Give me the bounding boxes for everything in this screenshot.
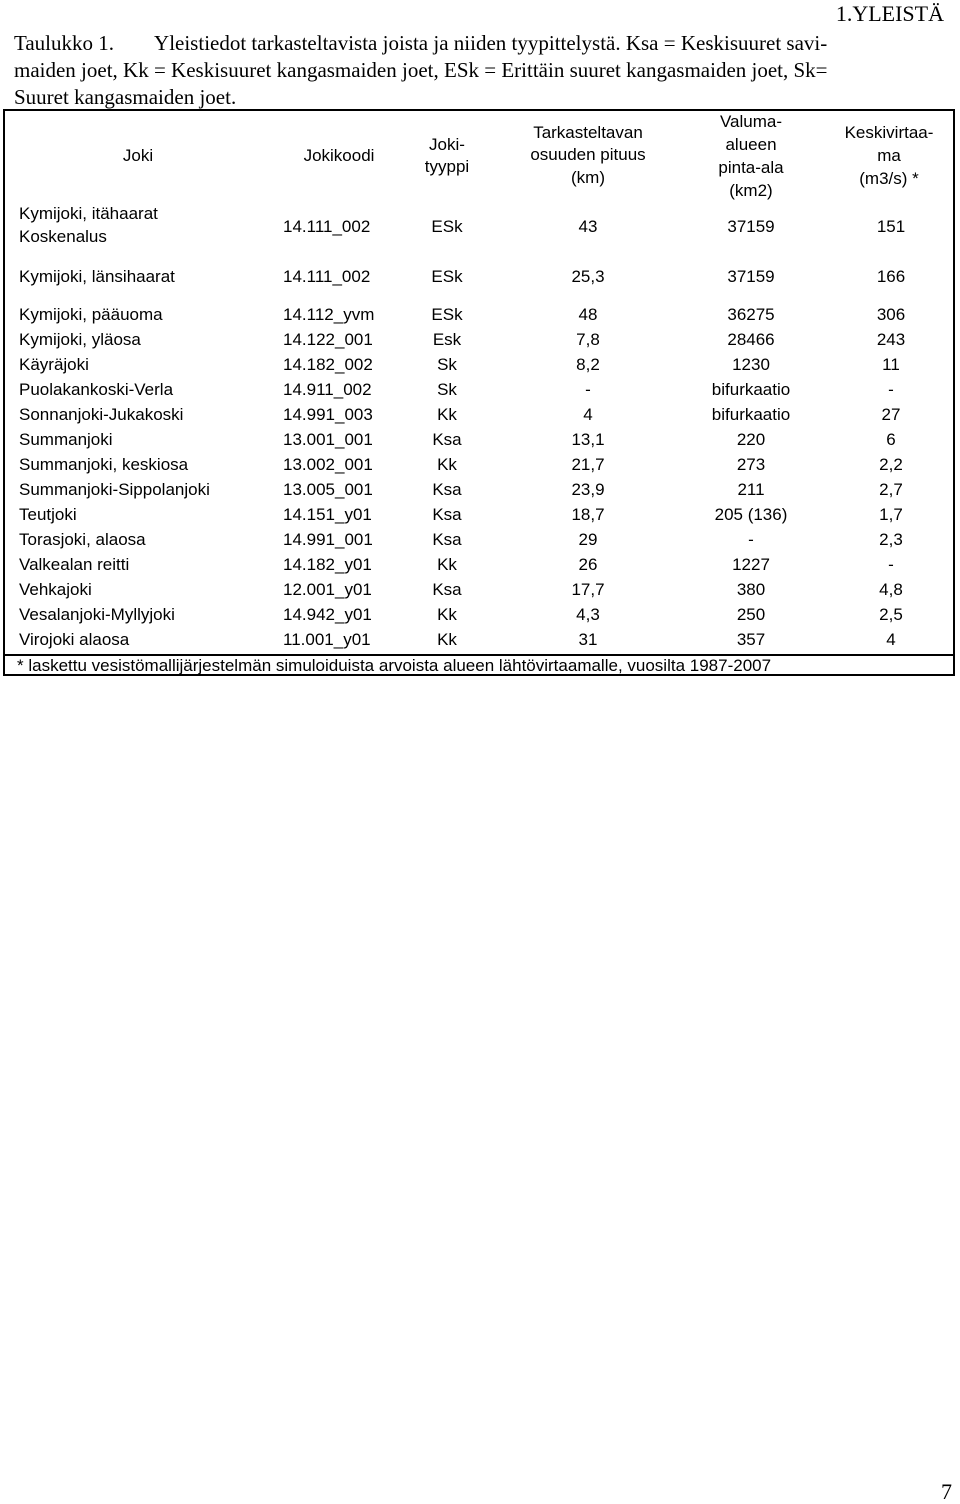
table-row-cell-virtaama: 11	[882, 355, 900, 374]
table-row-cell-virtaama: 306	[876, 305, 906, 324]
table-row-cell-joki: Puolakankoski-Verla	[19, 380, 174, 399]
header-pintaala-2: alueen	[725, 135, 777, 154]
table-row-cell-pintaala: 273	[736, 455, 766, 474]
table-row-cell-koodi: 14.182_y01	[283, 555, 372, 574]
header-pituus-2: osuuden pituus	[530, 145, 646, 164]
table-row-cell-joki: Kymijoki, itähaarat	[19, 204, 158, 223]
table-row-cell-pintaala: 1230	[732, 355, 770, 374]
header-jokityyppi-1: Joki-	[429, 135, 465, 154]
data-table	[3, 109, 955, 676]
table-row-cell-pituus: 17,7	[571, 580, 605, 599]
table-row-cell-virtaama: 27	[881, 405, 901, 424]
table-row-cell-koodi: 14.991_003	[283, 405, 373, 424]
table-row-cell-joki: Virojoki alaosa	[19, 630, 130, 649]
table-row-cell-pintaala: 380	[736, 580, 766, 599]
table-row-cell-pintaala: 211	[737, 480, 765, 499]
table-row-cell-koodi: 11.001_y01	[283, 630, 371, 649]
table-row-cell-pituus: 23,9	[571, 480, 605, 499]
table-row-cell-joki: Kymijoki, länsihaarat	[19, 267, 175, 286]
header-virtaama-1: Keskivirtaa-	[844, 123, 934, 142]
table-row-cell-tyyppi: Kk	[437, 555, 457, 574]
table-row-cell-pituus: 25,3	[571, 267, 605, 286]
header-jokityyppi-2: tyyppi	[424, 157, 470, 176]
table-row-cell-virtaama: 166	[876, 267, 906, 286]
table-row-cell-pituus: 7,8	[576, 330, 600, 349]
caption-line-1	[14, 30, 954, 57]
table-row-cell-pituus: 48	[578, 305, 598, 324]
table-row-cell-pituus: -	[585, 380, 591, 399]
table-row-cell-virtaama: 243	[876, 330, 906, 349]
table-row-cell-joki-line2: Koskenalus	[19, 227, 107, 246]
caption-line-2: maiden joet, Kk = Keskisuuret kangasmaiden joet, ESk = Erittäin suuret kangasmaiden joet, Sk=	[14, 58, 828, 82]
table-row-cell-pituus: 26	[578, 555, 598, 574]
table-row-cell-virtaama: 2,3	[879, 530, 903, 549]
caption-line-3: Suuret kangasmaiden joet.	[14, 85, 237, 109]
table-row-cell-tyyppi: ESk	[431, 305, 463, 324]
table-row-cell-koodi: 12.001_y01	[283, 580, 372, 599]
table-row-cell-tyyppi: Sk	[437, 380, 457, 399]
table-row-cell-pituus: 4	[583, 405, 593, 424]
table-row-cell-tyyppi: Ksa	[432, 480, 462, 499]
header-pintaala-3: pinta-ala	[718, 158, 784, 177]
header-virtaama-3: (m3/s) *	[859, 169, 919, 188]
table-row-cell-virtaama: 151	[876, 217, 906, 236]
table-row-cell-pituus: 29	[578, 530, 598, 549]
table-row-cell-virtaama: -	[888, 555, 894, 574]
page-number: 7	[941, 1479, 952, 1504]
table-row-cell-tyyppi: Kk	[437, 405, 457, 424]
table-row-cell-pintaala: 1227	[732, 555, 770, 574]
table-row-cell-koodi: 14.111_002	[283, 267, 371, 286]
header-pintaala-4: (km2)	[729, 181, 773, 200]
table-row-cell-koodi: 14.112_yvm	[283, 305, 375, 324]
table-row-cell-joki: Käyräjoki	[19, 355, 89, 374]
table-row-cell-pintaala: bifurkaatio	[711, 405, 791, 424]
table-row-cell-koodi: 14.111_002	[283, 217, 371, 236]
table-row-cell-pintaala: 36275	[727, 305, 775, 324]
table-row-cell-joki: Summanjoki, keskiosa	[19, 455, 189, 474]
table-row-cell-joki: Vesalanjoki-Myllyjoki	[19, 605, 175, 624]
header-jokikoodi: Jokikoodi	[303, 146, 375, 165]
caption-text: Yleistiedot tarkasteltavista joista ja niiden tyypittelystä. Ksa = Keskisuuret savi-	[154, 31, 828, 55]
table-row-cell-koodi: 13.005_001	[283, 480, 373, 499]
table-row-cell-pintaala: 250	[736, 605, 766, 624]
table-row-cell-pintaala: 37159	[727, 217, 775, 236]
table-row-cell-virtaama: 2,2	[879, 455, 903, 474]
table-row-cell-pintaala: 220	[736, 430, 766, 449]
table-row-cell-pituus: 13,1	[571, 430, 605, 449]
table-row-cell-joki: Valkealan reitti	[19, 555, 130, 574]
table-row-cell-pituus: 8,2	[576, 355, 600, 374]
table-row-cell-joki: Kymijoki, yläosa	[19, 330, 141, 349]
table-row-cell-virtaama: 2,7	[879, 480, 903, 499]
table-row-cell-tyyppi: Esk	[432, 330, 462, 349]
table-row-cell-tyyppi: Kk	[437, 455, 457, 474]
table-row-cell-virtaama: -	[888, 380, 894, 399]
table-row-cell-joki: Sonnanjoki-Jukakoski	[19, 405, 184, 424]
table-row-cell-pituus: 43	[578, 217, 598, 236]
table-row-cell-koodi: 14.151_y01	[283, 505, 372, 524]
table-row-cell-virtaama: 6	[886, 430, 896, 449]
table-footnote: * laskettu vesistömallijärjestelmän simuloiduista arvoista alueen lähtövirtaamalle, vuosilta 1987-2007	[17, 656, 772, 675]
table-row-cell-joki: Teutjoki	[19, 505, 77, 524]
table-row-cell-tyyppi: Sk	[437, 355, 457, 374]
table-row-cell-tyyppi: ESk	[431, 267, 463, 286]
table-row-cell-koodi: 14.182_002	[283, 355, 373, 374]
table-row-cell-pituus: 18,7	[571, 505, 605, 524]
table-row-cell-pituus: 31	[578, 630, 598, 649]
header-pituus-3: (km)	[571, 168, 605, 187]
header-pituus-1: Tarkasteltavan	[533, 123, 643, 142]
table-row-cell-joki: Summanjoki-Sippolanjoki	[19, 480, 210, 499]
header-pintaala-1: Valuma-	[719, 112, 783, 131]
table-row-cell-pintaala: bifurkaatio	[711, 380, 791, 399]
table-row-cell-koodi: 13.001_001	[283, 430, 373, 449]
table-row-cell-joki: Summanjoki	[19, 430, 113, 449]
table-row-cell-koodi: 14.942_y01	[283, 605, 372, 624]
table-row-cell-tyyppi: Ksa	[432, 505, 462, 524]
table-row-cell-tyyppi: Kk	[437, 605, 457, 624]
table-row-cell-tyyppi: Ksa	[432, 530, 462, 549]
table-row-cell-virtaama: 2,5	[879, 605, 903, 624]
table-row-cell-joki: Torasjoki, alaosa	[19, 530, 146, 549]
table-row-cell-tyyppi: Kk	[437, 630, 457, 649]
table-row-cell-pintaala: 205 (136)	[714, 505, 788, 524]
table-row-cell-koodi: 14.122_001	[283, 330, 373, 349]
caption-label: Taulukko 1.	[14, 31, 115, 55]
table-caption	[14, 30, 954, 111]
table-row-cell-virtaama: 4,8	[879, 580, 903, 599]
table-row-cell-tyyppi: Ksa	[432, 430, 462, 449]
table-row-cell-virtaama: 4	[886, 630, 896, 649]
header-joki: Joki	[122, 146, 154, 165]
section-header: 1.YLEISTÄ	[835, 1, 944, 26]
table-row-cell-joki: Kymijoki, pääuoma	[19, 305, 163, 324]
table-row-cell-pintaala: 28466	[727, 330, 775, 349]
header-virtaama-2: ma	[877, 146, 901, 165]
table-row-cell-koodi: 14.911_002	[283, 380, 372, 399]
table-row-cell-koodi: 13.002_001	[283, 455, 373, 474]
table-row-cell-koodi: 14.991_001	[283, 530, 373, 549]
table-row-cell-pintaala: 357	[736, 630, 766, 649]
table-row-cell-virtaama: 1,7	[879, 505, 903, 524]
table-row-cell-tyyppi: ESk	[431, 217, 463, 236]
table-row-cell-tyyppi: Ksa	[432, 580, 462, 599]
table-row-cell-pintaala: 37159	[727, 267, 775, 286]
table-row-cell-pituus: 21,7	[571, 455, 605, 474]
table-row-cell-pintaala: -	[748, 530, 754, 549]
table-row-cell-joki: Vehkajoki	[19, 580, 92, 599]
table-row-cell-pituus: 4,3	[576, 605, 600, 624]
